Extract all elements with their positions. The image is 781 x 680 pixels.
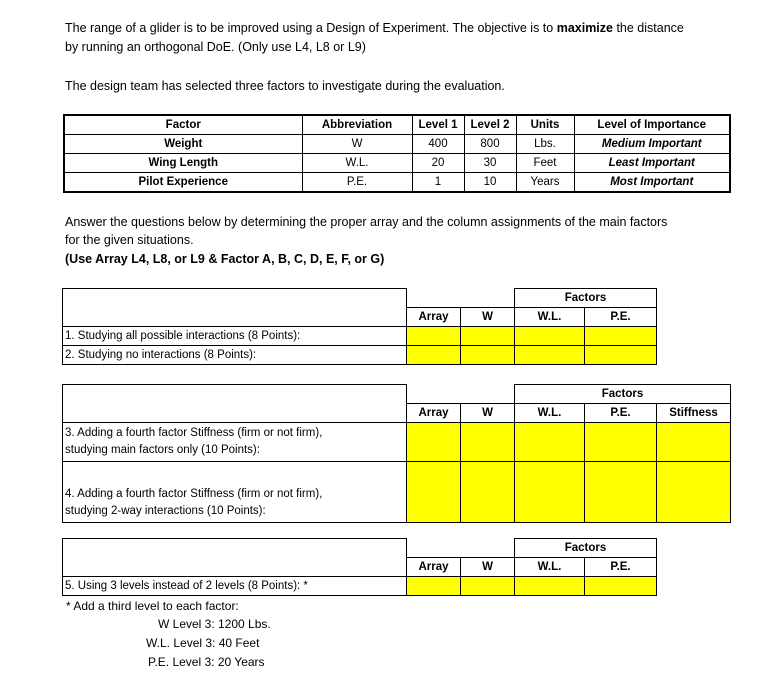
q-table-3-blank	[63, 539, 407, 577]
intro-emphasis: maximize	[556, 21, 613, 35]
question-4-line-1: 4. Adding a fourth factor Stiffness (firm or not firm),	[65, 488, 323, 500]
answer-cell[interactable]	[407, 577, 461, 596]
header-pe: P.E.	[585, 308, 657, 327]
question-1: 1. Studying all possible interactions (8 Points):	[63, 327, 407, 346]
factor-table	[63, 114, 731, 193]
footnote-title: * Add a third level to each factor:	[66, 599, 239, 613]
factor-level-1: 20	[412, 154, 464, 173]
factor-level-2: 30	[464, 154, 516, 173]
header-pe: P.E.	[585, 558, 657, 577]
header-wl: W.L.	[515, 558, 585, 577]
answer-cell[interactable]	[515, 577, 585, 596]
intro-line-2: by running an orthogonal DoE. (Only use L4, L8 or L9)	[65, 40, 366, 54]
question-table-1	[62, 288, 657, 365]
q-table-3-spacer	[407, 539, 461, 558]
factor-abbr: P.E.	[302, 173, 412, 193]
header-factor: Factor	[64, 115, 302, 135]
intro-text-end: the distance	[612, 21, 684, 35]
factor-level-1: 1	[412, 173, 464, 193]
intro-line-3: The design team has selected three factors to investigate during the evaluation.	[65, 79, 505, 93]
header-importance: Level of Importance	[574, 115, 730, 135]
question-table-2	[62, 384, 731, 523]
header-level-2: Level 2	[464, 115, 516, 135]
factor-level-2: 10	[464, 173, 516, 193]
table-row	[64, 173, 730, 193]
factor-importance: Most Important	[574, 173, 730, 193]
answer-cell[interactable]	[407, 327, 461, 346]
q-table-2-spacer	[461, 385, 515, 404]
answer-cell[interactable]	[585, 423, 657, 462]
factors-label: Factors	[515, 539, 657, 558]
answer-cell[interactable]	[585, 327, 657, 346]
factor-abbr: W	[302, 135, 412, 154]
answer-cell[interactable]	[407, 346, 461, 365]
answer-cell[interactable]	[461, 462, 515, 523]
header-array: Array	[407, 558, 461, 577]
header-array: Array	[407, 404, 461, 423]
header-level-1: Level 1	[412, 115, 464, 135]
instructions-line-3: (Use Array L4, L8, or L9 & Factor A, B, C, D, E, F, or G)	[65, 252, 385, 266]
factor-name: Wing Length	[64, 154, 302, 173]
header-w: W	[461, 308, 515, 327]
factor-level-2: 800	[464, 135, 516, 154]
question-2: 2. Studying no interactions (8 Points):	[63, 346, 407, 365]
footnote-pe: P.E. Level 3: 20 Years	[148, 655, 265, 669]
answer-cell[interactable]	[585, 462, 657, 523]
question-3-line-2: studying main factors only (10 Points):	[65, 444, 260, 456]
header-w: W	[461, 558, 515, 577]
factor-importance: Least Important	[574, 154, 730, 173]
answer-cell[interactable]	[515, 327, 585, 346]
intro-line-1	[65, 19, 684, 37]
factor-units: Feet	[516, 154, 574, 173]
answer-cell[interactable]	[515, 346, 585, 365]
instructions-line-2: for the given situations.	[65, 233, 194, 247]
answer-cell[interactable]	[515, 462, 585, 523]
header-wl: W.L.	[515, 308, 585, 327]
question-3-line-1: 3. Adding a fourth factor Stiffness (firm or not firm),	[65, 427, 323, 439]
question-4	[63, 462, 407, 523]
factor-level-1: 400	[412, 135, 464, 154]
answer-cell[interactable]	[407, 462, 461, 523]
answer-cell[interactable]	[657, 462, 731, 523]
answer-cell[interactable]	[515, 423, 585, 462]
q-table-3-spacer	[461, 539, 515, 558]
factor-name: Pilot Experience	[64, 173, 302, 193]
question-3	[63, 423, 407, 462]
factor-table-header	[64, 115, 730, 135]
footnote-wl: W.L. Level 3: 40 Feet	[146, 636, 260, 650]
header-wl: W.L.	[515, 404, 585, 423]
q-table-1-spacer	[407, 289, 461, 308]
q-table-1-blank	[63, 289, 407, 327]
answer-cell[interactable]	[585, 346, 657, 365]
header-units: Units	[516, 115, 574, 135]
factors-label: Factors	[515, 385, 731, 404]
table-row	[64, 154, 730, 173]
header-abbreviation: Abbreviation	[302, 115, 412, 135]
intro-text: The range of a glider is to be improved using a Design of Experiment. The objective is to	[65, 21, 557, 35]
answer-cell[interactable]	[461, 346, 515, 365]
question-table-3	[62, 538, 657, 596]
factors-label: Factors	[515, 289, 657, 308]
instructions-line-1: Answer the questions below by determining the proper array and the column assignments of the main factors	[65, 215, 668, 229]
answer-cell[interactable]	[461, 577, 515, 596]
answer-cell[interactable]	[461, 423, 515, 462]
question-5: 5. Using 3 levels instead of 2 levels (8 Points): *	[63, 577, 407, 596]
q-table-2-blank	[63, 385, 407, 423]
header-stiffness: Stiffness	[657, 404, 731, 423]
header-pe: P.E.	[585, 404, 657, 423]
q-table-1-spacer	[461, 289, 515, 308]
answer-cell[interactable]	[461, 327, 515, 346]
footnote-w: W Level 3: 1200 Lbs.	[158, 617, 271, 631]
factor-abbr: W.L.	[302, 154, 412, 173]
header-w: W	[461, 404, 515, 423]
answer-cell[interactable]	[657, 423, 731, 462]
answer-cell[interactable]	[585, 577, 657, 596]
factor-name: Weight	[64, 135, 302, 154]
table-row	[64, 135, 730, 154]
factor-units: Lbs.	[516, 135, 574, 154]
answer-cell[interactable]	[407, 423, 461, 462]
question-4-line-2: studying 2-way interactions (10 Points):	[65, 505, 266, 517]
factor-importance: Medium Important	[574, 135, 730, 154]
q-table-2-spacer	[407, 385, 461, 404]
header-array: Array	[407, 308, 461, 327]
factor-units: Years	[516, 173, 574, 193]
